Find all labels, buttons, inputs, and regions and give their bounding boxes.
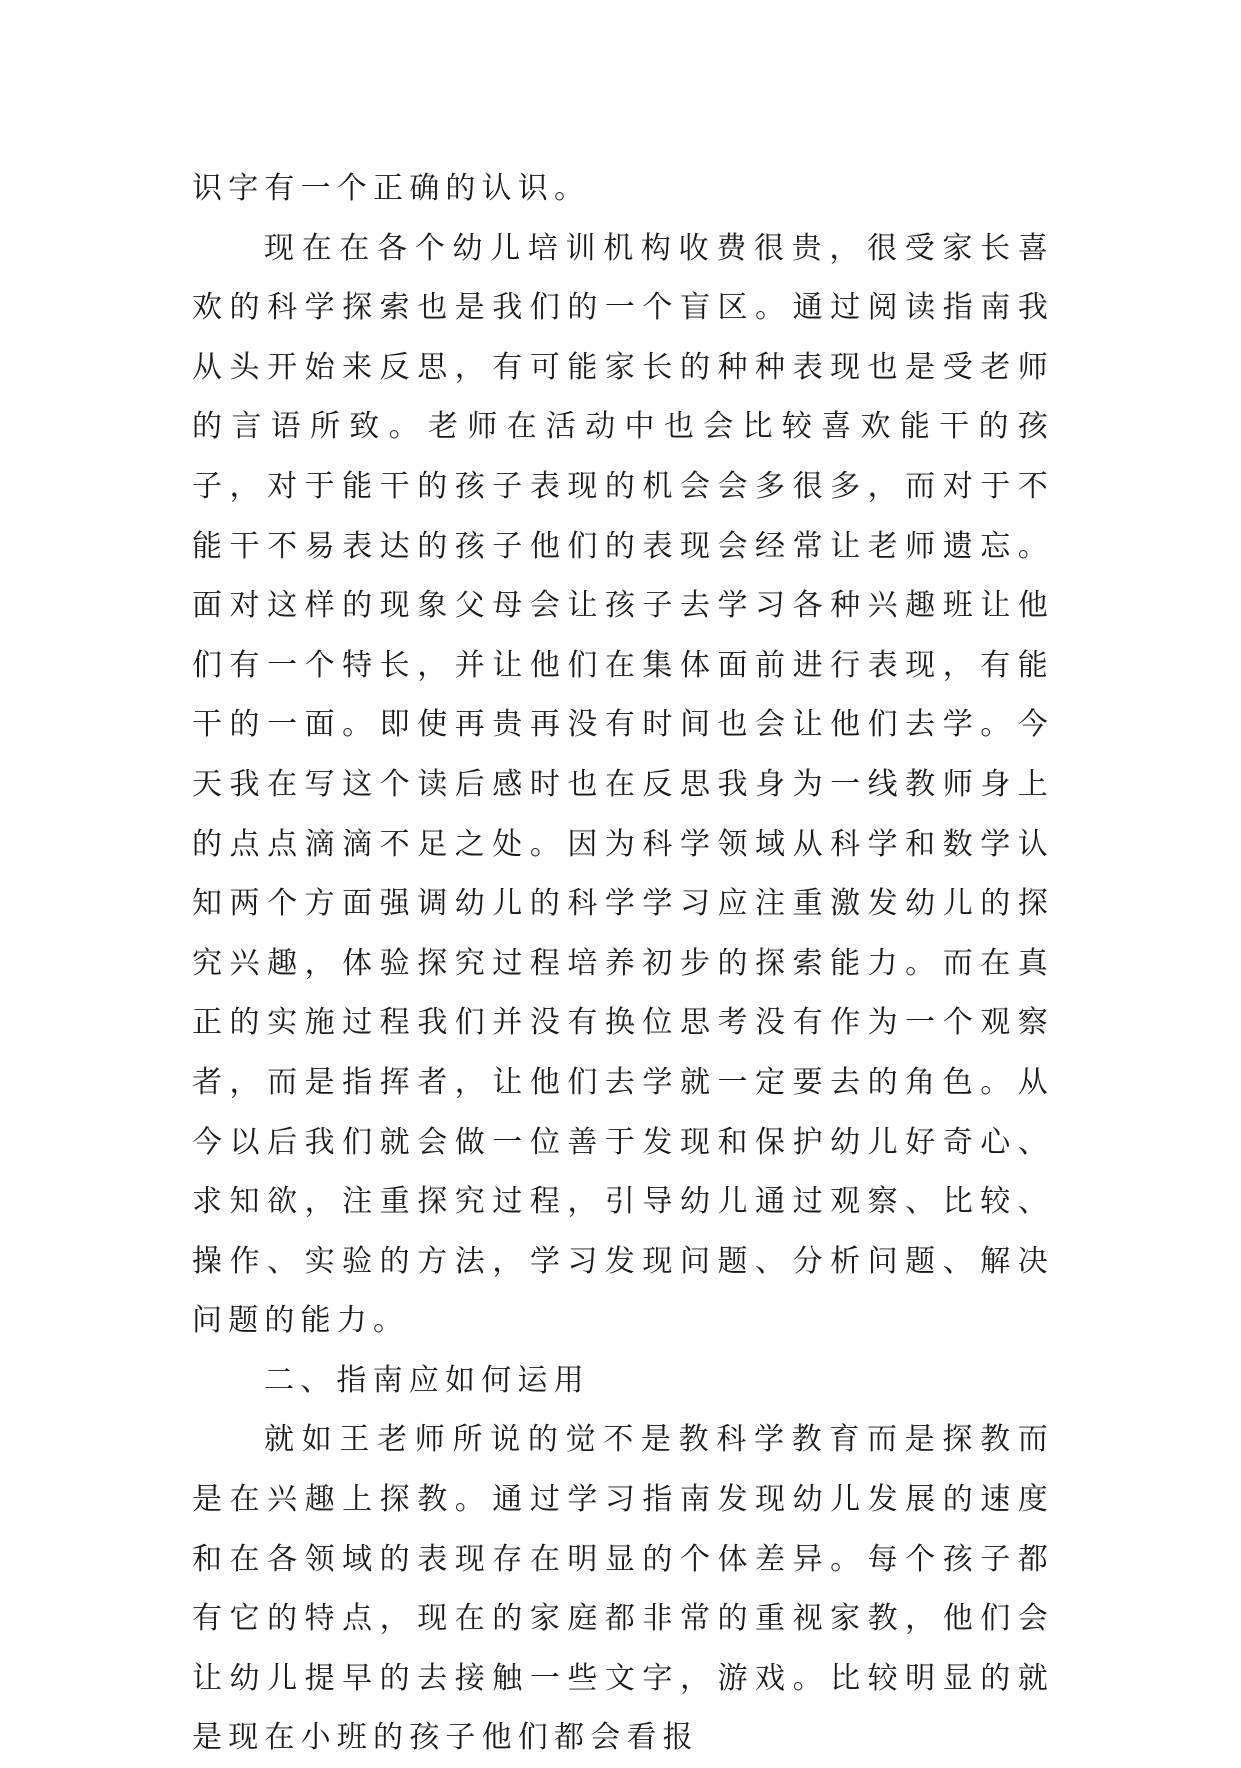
- paragraph-continuation: 识字有一个正确的认识。: [192, 171, 591, 206]
- section-heading-how-to-apply-guide: 二、指南应如何运用: [264, 1362, 590, 1398]
- document-body: [192, 159, 1054, 1768]
- paragraph-training-institutions: 现在在各个幼儿培训机构收费很贵，很受家长喜欢的科学探索也是我们的一个盲区。通过阅读指南我从头开始来反思，有可能家长的种种表现也是受老师的言语所致。老师在活动中也会比较喜欢能干的孩子，对于能干的孩子表现的机会会多很多，而对于不能干不易表达的孩子他们的表现会经常让老师遗忘。面对这样的现象父母会让孩子去学习各种兴趣班让他们有一个特长，并让他们在集体面前进行表现，有能干的一面。即使再贵再没有时间也会让他们去学。今天我在写这个读后感时也在反思我身为一线教师身上的点点滴滴不足之处。因为科学领域从科学和数学认知两个方面强调幼儿的科学学习应注重激发幼儿的探究兴趣，体验探究过程培养初步的探索能力。而在真正的实施过程我们并没有换位思考没有作为一个观察者，而是指挥者，让他们去学就一定要去的角色。从今以后我们就会做一位善于发现和保护幼儿好奇心、求知欲，注重探究过程，引导幼儿通过观察、比较、操作、实验的方法，学习发现问题、分析问题、解决问题的能力。: [192, 230, 1054, 1339]
- paragraph-teacher-wang: 就如王老师所说的觉不是教科学教育而是探教而是在兴趣上探教。通过学习指南发现幼儿发展的速度和在各领域的表现存在明显的个体差异。每个孩子都有它的特点，现在的家庭都非常的重视家教，他们会让幼儿提早的去接触一些文字，游戏。比较明显的就是现在小班的孩子他们都会看报: [192, 1422, 1054, 1756]
